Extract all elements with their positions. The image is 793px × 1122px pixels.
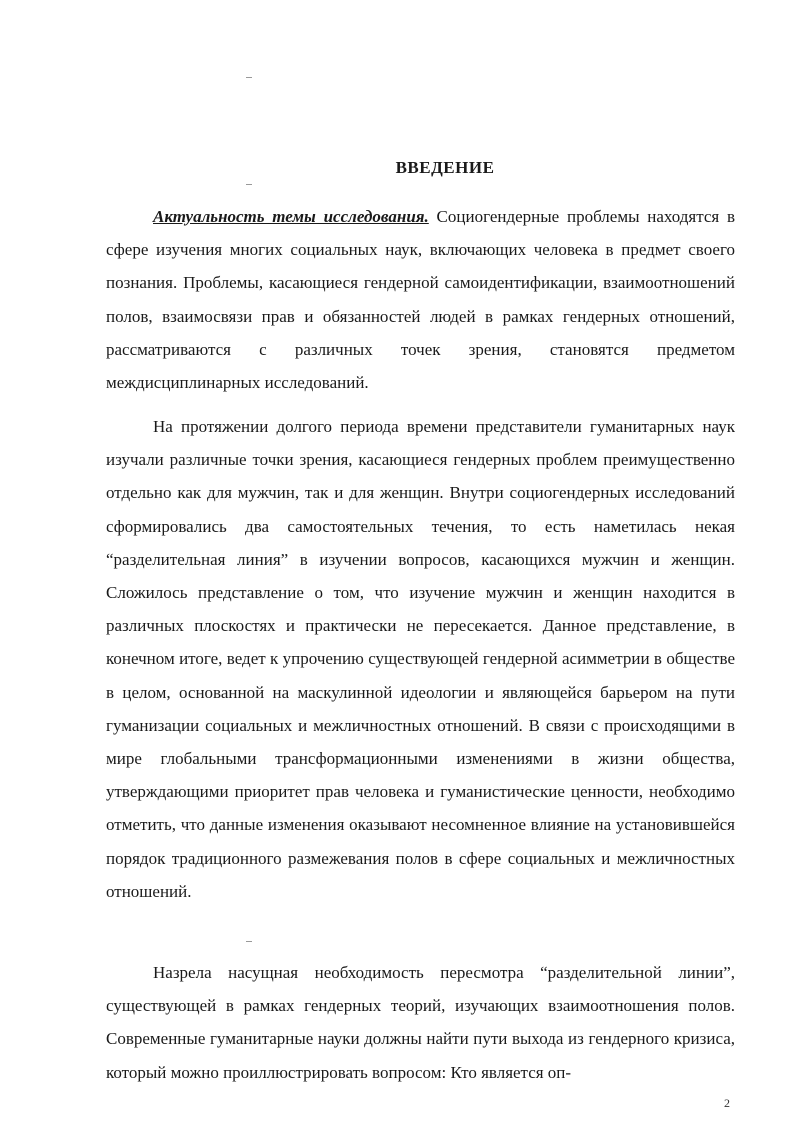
paragraph-text: Назрела насущная необходимость пересмотра “разделительной линии”, существующей в рамках гендерных теорий, изучающих взаимоотношения полов. Современные гуманитарные науки должны найти пути выхода из гендерного кризиса, который можно проиллюстрировать вопросом: Кто является оп- <box>106 963 735 1082</box>
scan-speck <box>246 77 252 78</box>
scan-speck <box>246 184 252 185</box>
paragraph-history <box>106 410 735 908</box>
paragraph-text: Социогендерные проблемы находятся в сфере изучения многих социальных наук, включающих человека в предмет своего познания. Проблемы, касающиеся гендерной самоидентификации, взаимоотношений полов, взаимосвязи прав и обязанностей людей в рамках гендерных отношений, рассматриваются с различных точек зрения, становятся предметом междисциплинарных исследований. <box>106 207 735 393</box>
paragraph-text: На протяжении долгого периода времени представители гуманитарных наук изучали различные точки зрения, касающиеся гендерных проблем преимущественно отдельно как для мужчин, так и для женщин. Внутри социогендерных исследований сформировались два самостоятельных течения, то есть наметилась некая “разделительная линия” в изучении вопросов, касающихся мужчин и женщин. Сложилось представление о том, что изучение мужчин и женщин находится в различных плоскостях и практически не пересекается. Данное представление, в конечном итоге, ведет к упрочению существующей гендерной асимметрии в обществе в целом, основанной на маскулинной идеологии и являющейся барьером на пути гуманизации социальных и межличностных отношений. В связи с происходящими в мире глобальными трансформационными изменениями в жизни общества, утверждающими приоритет прав человека и гуманистические ценности, необходимо отметить, что данные изменения оказывают несомненное влияние на установившейся порядок традиционного размежевания полов в сфере социальных и межличностных отношений. <box>106 417 735 901</box>
scan-speck <box>246 941 252 942</box>
page-number: 2 <box>724 1096 730 1110</box>
paragraph-necessity <box>106 956 735 1089</box>
page-heading: ВВЕДЕНИЕ <box>395 158 495 177</box>
paragraph-relevance <box>106 200 735 399</box>
section-topic: Актуальность темы исследования. <box>153 207 429 226</box>
